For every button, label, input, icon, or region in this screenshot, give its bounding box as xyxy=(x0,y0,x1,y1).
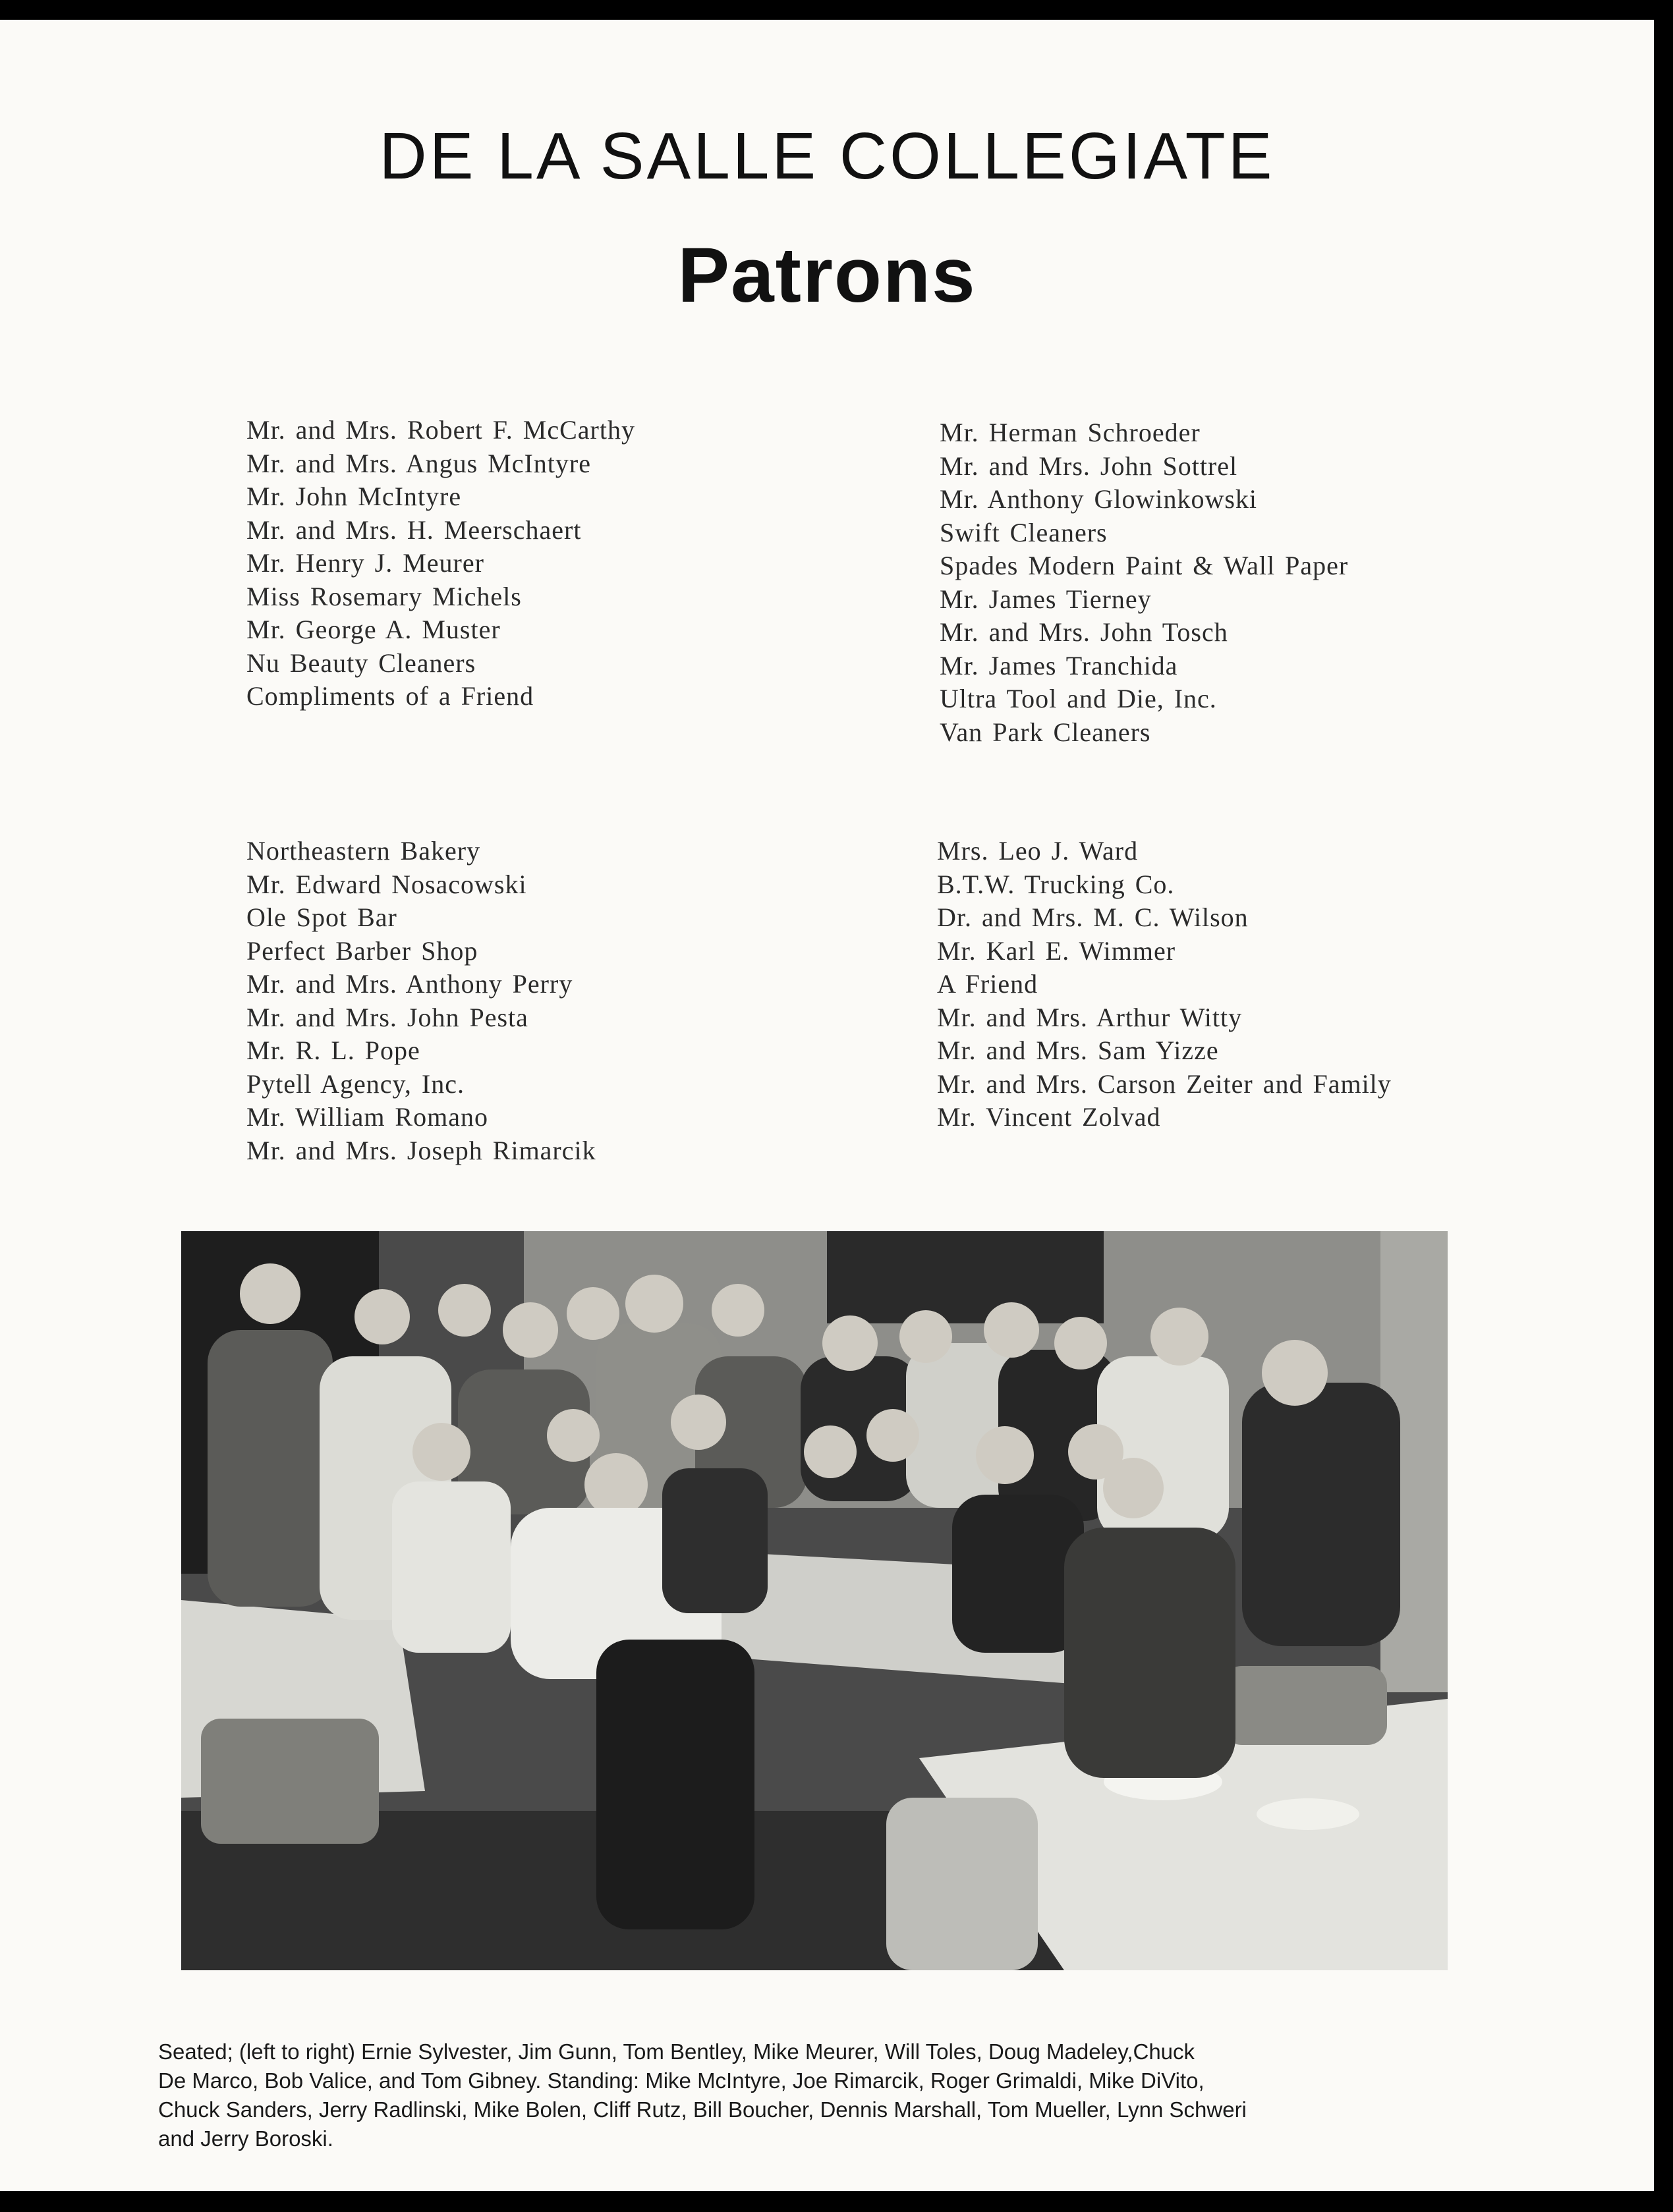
patron-entry: Compliments of a Friend xyxy=(246,681,534,711)
patron-entry: Pytell Agency, Inc. xyxy=(246,1068,465,1099)
photo-caption xyxy=(158,2037,1476,2153)
patron-entry: Mr. James Tranchida xyxy=(940,650,1178,680)
patron-entry: Mr. and Mrs. Joseph Rimarcik xyxy=(246,1135,596,1165)
patron-entry: Mr. and Mrs. Anthony Perry xyxy=(246,969,573,999)
patron-entry: Miss Rosemary Michels xyxy=(246,581,522,611)
patron-list-column-a xyxy=(246,414,635,713)
patron-entry: Mr. Herman Schroeder xyxy=(940,418,1201,447)
patron-entry: Ultra Tool and Die, Inc. xyxy=(940,684,1217,713)
patron-entry: Swift Cleaners xyxy=(940,517,1108,547)
school-name: DE LA SALLE COLLEGIATE xyxy=(379,119,1275,193)
patron-entry: Mr. and Mrs. John Tosch xyxy=(940,617,1228,647)
patron-entry: Mr. and Mrs. John Pesta xyxy=(246,1002,528,1032)
patron-entry: Dr. and Mrs. M. C. Wilson xyxy=(937,902,1249,932)
page-title: Patrons xyxy=(677,232,977,319)
patron-list-column-c xyxy=(246,835,596,1167)
patron-entry: Mr. Vincent Zolvad xyxy=(937,1102,1161,1132)
patron-entry: Mr. and Mrs. Arthur Witty xyxy=(937,1002,1243,1032)
patron-entry: Mrs. Leo J. Ward xyxy=(937,836,1139,866)
patron-entry: Mr. George A. Muster xyxy=(246,615,501,644)
patron-entry: Perfect Barber Shop xyxy=(246,935,478,966)
patron-entry: Mr. Edward Nosacowski xyxy=(246,869,527,899)
yearbook-page xyxy=(0,20,1654,2191)
patron-entry: Ole Spot Bar xyxy=(246,902,397,932)
patron-entry: Mr. James Tierney xyxy=(940,584,1152,614)
patron-entry: Nu Beauty Cleaners xyxy=(246,648,476,678)
patron-list-column-b xyxy=(940,416,1348,749)
caption-line: Seated; (left to right) Ernie Sylvester, Jim Gunn, Tom Bentley, Mike Meurer, Will Toles, Doug Madeley,Chuck xyxy=(158,2039,1195,2064)
patron-entry: Mr. and Mrs. Angus McIntyre xyxy=(246,448,591,478)
patron-entry: Northeastern Bakery xyxy=(246,836,481,866)
caption-line: and Jerry Boroski. xyxy=(158,2126,333,2151)
patron-entry: Van Park Cleaners xyxy=(940,717,1151,747)
caption-line: De Marco, Bob Valice, and Tom Gibney. Standing: Mike McIntyre, Joe Rimarcik, Roger Grimaldi, Mike DiVito, xyxy=(158,2068,1205,2093)
patron-entry: Mr. and Mrs. H. Meerschaert xyxy=(246,514,582,545)
patron-entry: Mr. John McIntyre xyxy=(246,482,462,511)
patron-entry: A Friend xyxy=(937,969,1038,999)
patron-entry: Mr. R. L. Pope xyxy=(246,1036,420,1065)
patron-entry: Mr. Henry J. Meurer xyxy=(246,548,484,578)
group-photo xyxy=(181,1231,1448,1970)
patron-entry: Mr. and Mrs. Robert F. McCarthy xyxy=(246,415,635,445)
patron-entry: Mr. Karl E. Wimmer xyxy=(937,935,1176,966)
patron-entry: Mr. and Mrs. Carson Zeiter and Family xyxy=(937,1068,1392,1099)
patron-entry: Spades Modern Paint & Wall Paper xyxy=(940,551,1349,580)
patron-entry: B.T.W. Trucking Co. xyxy=(937,869,1175,899)
patron-entry: Mr. Anthony Glowinkowski xyxy=(940,484,1258,514)
caption-line: Chuck Sanders, Jerry Radlinski, Mike Bolen, Cliff Rutz, Bill Boucher, Dennis Marshall, Tom Mueller, Lynn Schweri xyxy=(158,2097,1247,2122)
patron-entry: Mr. William Romano xyxy=(246,1102,488,1132)
patron-list-column-d xyxy=(937,835,1392,1134)
patron-entry: Mr. and Mrs. Sam Yizze xyxy=(937,1036,1219,1065)
patron-entry: Mr. and Mrs. John Sottrel xyxy=(940,451,1238,481)
